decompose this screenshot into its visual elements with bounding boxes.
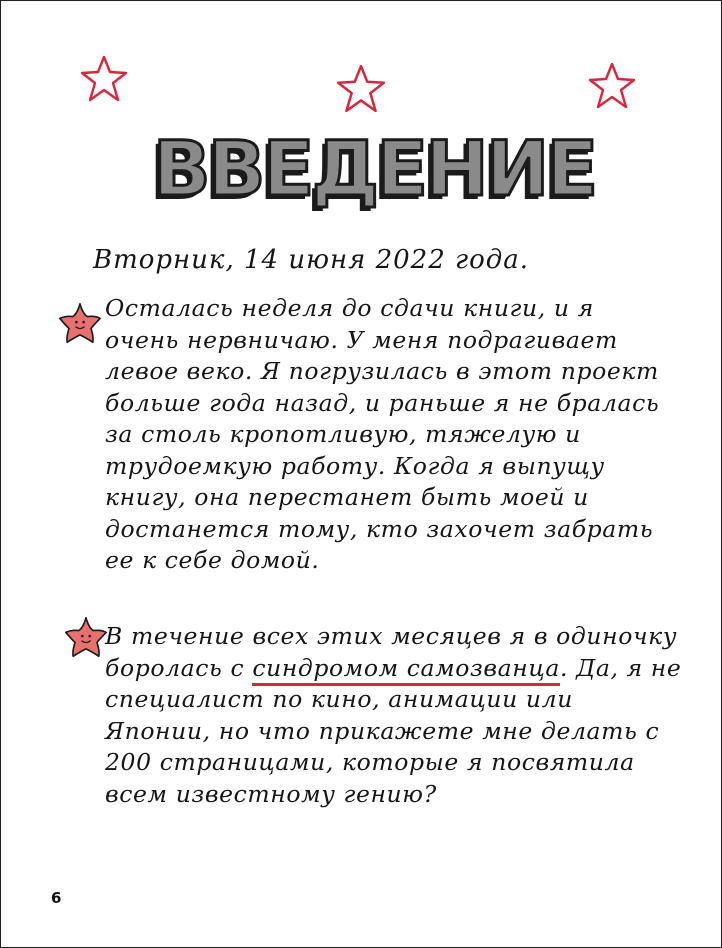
paragraph-2-text-start: В течение всех этих месяцев я в одиночку боролась с xyxy=(105,622,678,682)
star-outline-icon xyxy=(79,53,129,105)
paragraph-2 xyxy=(105,621,685,810)
page-title-container xyxy=(139,119,609,219)
date-heading: Вторник, 14 июня 2022 года. xyxy=(93,245,530,275)
starfish-icon xyxy=(63,615,109,659)
page-number: 6 xyxy=(51,889,62,907)
paragraph-2-text-end: . Да, я не специалист по кино, анимации или Японии, но что прикажете мне делать с 200 страницами, которые я посвятила всем известному гению? xyxy=(105,653,682,808)
paragraph-1: Осталась неделя до сдачи книги, и я очень нервничаю. У меня подрагивает левое веко. Я погрузилась в этот проект больше года назад, и раньше я не бралась за столь кропотливую, тяжелую и трудоемкую работу. Когда я выпущу книгу, она перестанет быть моей и достанется тому, кто захочет забрать ее к себе домой. xyxy=(105,294,660,574)
star-outline-icon xyxy=(335,63,387,115)
starfish-icon xyxy=(57,301,103,345)
page-title: ВВЕДЕНИЕ xyxy=(152,124,596,213)
highlighted-term: синдромом самозванца xyxy=(252,654,560,686)
star-outline-icon xyxy=(587,61,637,111)
